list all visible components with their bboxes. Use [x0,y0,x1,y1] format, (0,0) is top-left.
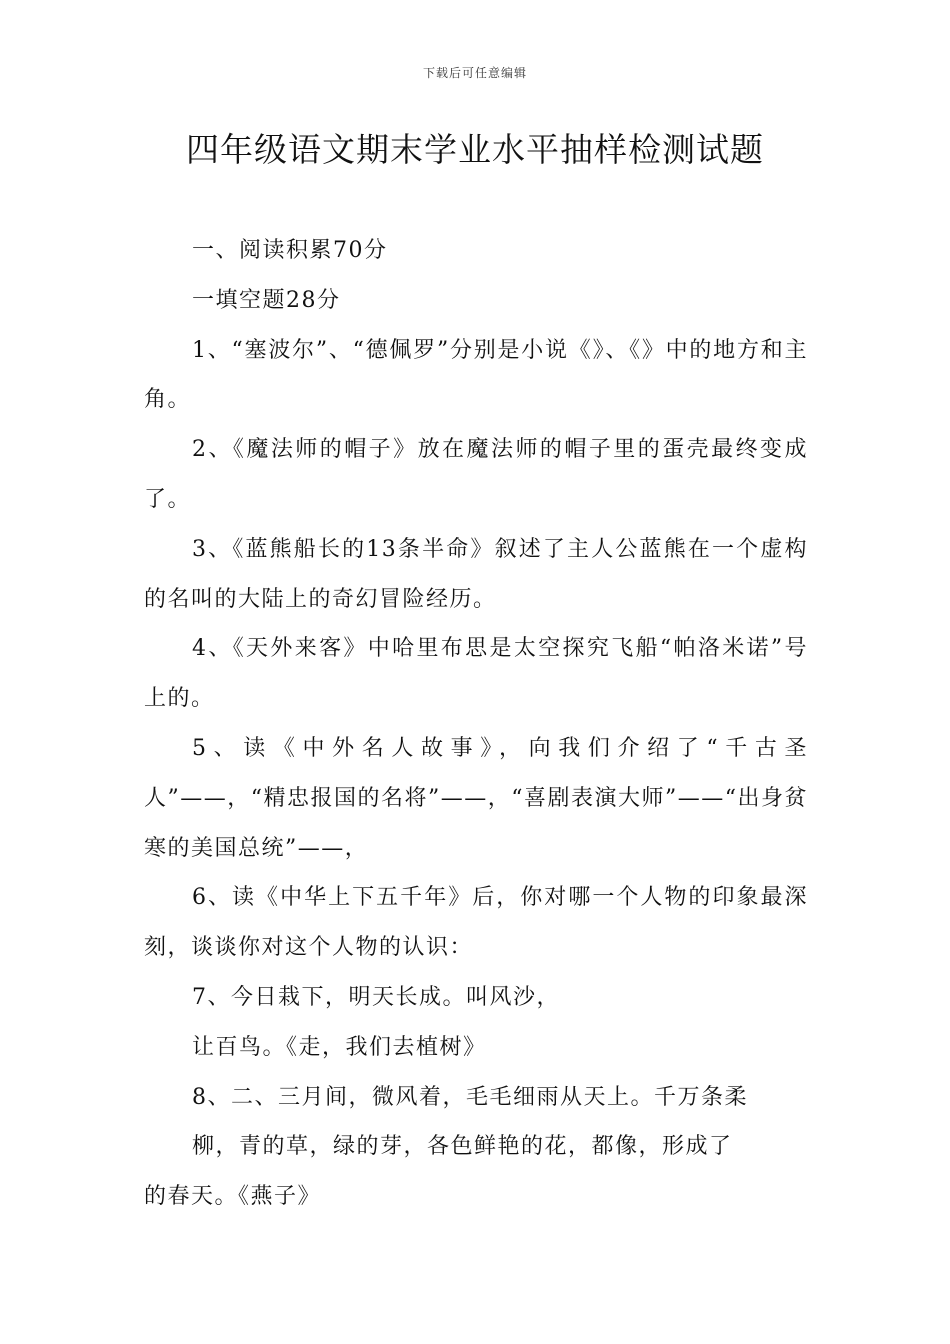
question-8-line-1: 8、二、三月间，微风着，毛毛细雨从天上。千万条柔 [192,1084,748,1110]
question-4: 4、《天外来客》中哈里布思是太空探究飞船“帕洛米诺”号上的。 [144,636,808,712]
page-title: 四年级语文期末学业水平抽样检测试题 [186,130,764,169]
subsection-heading: 一填空题28分 [192,287,341,313]
document-body [144,226,808,1222]
question-6: 6、读《中华上下五千年》后，你对哪一个人物的印象最深刻，谈谈你对这个人物的认识： [144,885,808,961]
question-2: 2、《魔法师的帽子》放在魔法师的帽子里的蛋壳最终变成了。 [144,437,808,512]
question-8-line-2: 柳，青的草，绿的芽，各色鲜艳的花，都像，形成了 [192,1134,733,1160]
question-7-line-1: 7、今日栽下，明天长成。叫风沙， [192,984,560,1010]
question-7-line-2: 让百鸟。《走，我们去植树》 [192,1034,487,1060]
question-3: 3、《蓝熊船长的13条半命》叙述了主人公蓝熊在一个虚构的名叫的大陆上的奇幻冒险经历。 [144,536,808,612]
section-heading: 一、阅读积累70分 [192,238,388,263]
header-note: 下载后可任意编辑 [422,66,527,80]
question-1: 1、“塞波尔”、“德佩罗”分别是小说《》、《》中的地方和主角。 [144,337,808,413]
question-8-line-3: 的春天。《燕子》 [144,1184,322,1210]
question-5: 5、读《中外名人故事》，向我们介绍了“千古圣人”——，“精忠报国的名将”——，“喜剧表演大师”——“出身贫寒的美国总统”——， [144,735,808,861]
